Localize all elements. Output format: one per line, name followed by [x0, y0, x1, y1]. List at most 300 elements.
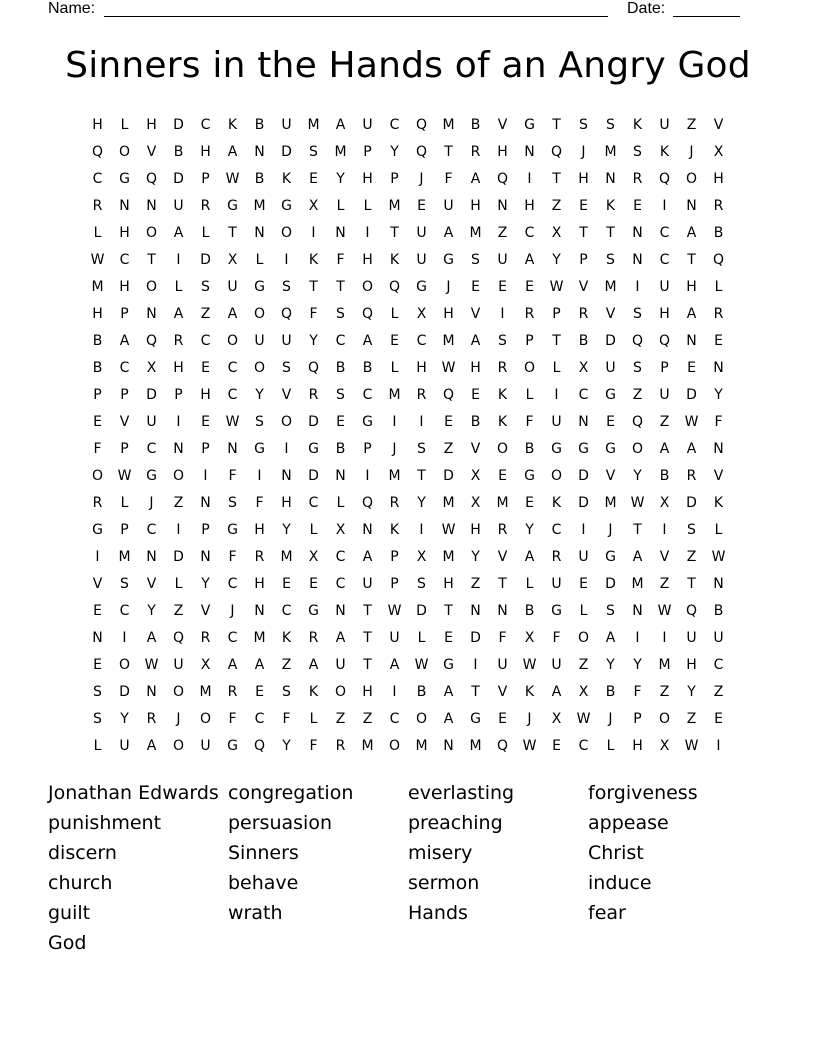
grid-letter: N — [713, 360, 724, 376]
grid-letter: F — [228, 468, 237, 484]
grid-letter: U — [659, 387, 670, 403]
grid-letter: E — [525, 495, 534, 511]
grid-letter: U — [362, 576, 373, 592]
grid-letter: H — [470, 198, 481, 214]
grid-letter: I — [392, 414, 397, 430]
word-list-item: church — [48, 872, 113, 894]
grid-letter: I — [554, 387, 559, 403]
grid-letter: U — [119, 738, 130, 754]
grid-row — [84, 220, 732, 247]
grid-row — [84, 139, 732, 166]
grid-letter: Z — [281, 657, 292, 673]
grid-letter: E — [282, 576, 291, 592]
grid-letter: T — [228, 225, 237, 241]
grid-letter: Z — [659, 576, 670, 592]
grid-letter: H — [578, 171, 589, 187]
grid-letter: Q — [361, 306, 374, 322]
grid-letter: A — [389, 657, 400, 673]
grid-letter: S — [93, 684, 102, 700]
grid-letter: Z — [686, 549, 697, 565]
grid-letter: Q — [442, 387, 455, 403]
word-list-item: God — [48, 932, 87, 954]
header-line — [48, 0, 748, 20]
grid-letter: B — [713, 225, 724, 241]
grid-letter: C — [578, 387, 589, 403]
grid-letter: P — [390, 576, 399, 592]
grid-letter: X — [551, 711, 562, 727]
grid-letter: E — [444, 630, 453, 646]
grid-letter: O — [577, 630, 590, 646]
grid-letter: T — [309, 279, 318, 295]
grid-letter: L — [714, 279, 723, 295]
grid-letter: C — [389, 117, 400, 133]
grid-letter: D — [443, 468, 454, 484]
grid-letter: Z — [713, 684, 724, 700]
grid-letter: Y — [633, 657, 642, 673]
word-list-item: Hands — [408, 902, 468, 924]
grid-letter: Q — [496, 738, 509, 754]
grid-letter: K — [308, 252, 319, 268]
grid-letter: F — [525, 414, 534, 430]
word-list-item: congregation — [228, 782, 354, 804]
grid-letter: C — [389, 711, 400, 727]
grid-letter: A — [632, 549, 643, 565]
grid-letter: L — [525, 576, 534, 592]
grid-letter: V — [119, 414, 130, 430]
grid-letter: J — [581, 144, 586, 160]
grid-letter: L — [174, 576, 183, 592]
grid-letter: H — [713, 171, 724, 187]
grid-letter: P — [120, 441, 129, 457]
grid-letter: A — [362, 549, 373, 565]
grid-letter: E — [255, 684, 264, 700]
grid-letter: P — [201, 441, 210, 457]
grid-letter: H — [497, 144, 508, 160]
grid-letter: E — [444, 414, 453, 430]
grid-letter: H — [524, 198, 535, 214]
grid-letter: A — [443, 684, 454, 700]
grid-letter: T — [471, 684, 480, 700]
grid-letter: T — [579, 225, 588, 241]
grid-letter: A — [173, 225, 184, 241]
grid-letter: M — [604, 279, 617, 295]
grid-letter: T — [606, 225, 615, 241]
grid-letter: M — [415, 738, 428, 754]
grid-letter: T — [633, 522, 642, 538]
grid-letter: W — [441, 360, 456, 376]
grid-letter: W — [117, 468, 132, 484]
grid-letter: Z — [659, 684, 670, 700]
grid-letter: U — [416, 252, 427, 268]
grid-letter: R — [227, 684, 238, 700]
word-list-item: guilt — [48, 902, 91, 924]
grid-letter: D — [308, 468, 319, 484]
grid-letter: W — [657, 603, 672, 619]
grid-letter: Y — [552, 252, 561, 268]
word-list-item: wrath — [228, 902, 283, 924]
grid-letter: W — [90, 252, 105, 268]
grid-letter: N — [605, 171, 616, 187]
grid-letter: C — [308, 495, 319, 511]
grid-letter: N — [713, 441, 724, 457]
grid-letter: Z — [335, 711, 346, 727]
grid-letter: D — [605, 333, 616, 349]
grid-letter: E — [714, 711, 723, 727]
grid-letter: L — [336, 495, 345, 511]
grid-letter: C — [524, 225, 535, 241]
grid-letter: M — [442, 549, 455, 565]
grid-letter: V — [578, 279, 589, 295]
grid-letter: M — [604, 495, 617, 511]
grid-letter: S — [228, 495, 237, 511]
grid-letter: U — [659, 117, 670, 133]
grid-letter: Z — [497, 225, 508, 241]
grid-letter: G — [470, 711, 481, 727]
grid-letter: U — [173, 198, 184, 214]
grid-letter: Q — [496, 171, 509, 187]
grid-letter: G — [524, 468, 535, 484]
grid-letter: Y — [417, 495, 426, 511]
grid-letter: Q — [658, 171, 671, 187]
grid-letter: R — [497, 360, 508, 376]
grid-letter: U — [335, 657, 346, 673]
grid-letter: N — [335, 603, 346, 619]
grid-letter: G — [281, 198, 292, 214]
grid-letter: E — [498, 468, 507, 484]
grid-letter: P — [633, 711, 642, 727]
grid-letter: D — [686, 495, 697, 511]
grid-letter: I — [203, 468, 208, 484]
grid-letter: B — [470, 117, 481, 133]
grid-letter: E — [309, 171, 318, 187]
grid-letter: U — [227, 279, 238, 295]
grid-letter: E — [633, 198, 642, 214]
grid-letter: A — [524, 252, 535, 268]
grid-letter: X — [470, 495, 481, 511]
grid-letter: N — [632, 252, 643, 268]
grid-letter: Z — [578, 657, 589, 673]
grid-letter: H — [686, 279, 697, 295]
grid-letter: C — [146, 441, 157, 457]
grid-letter: K — [281, 630, 292, 646]
grid-letter: E — [498, 711, 507, 727]
grid-letter: N — [632, 603, 643, 619]
grid-letter: X — [578, 360, 589, 376]
grid-letter: X — [659, 738, 670, 754]
grid-letter: Z — [200, 306, 211, 322]
grid-letter: U — [389, 630, 400, 646]
grid-letter: R — [92, 198, 103, 214]
grid-letter: W — [684, 414, 699, 430]
grid-letter: L — [390, 360, 399, 376]
word-list-item: forgiveness — [588, 782, 698, 804]
grid-letter: S — [336, 306, 345, 322]
grid-letter: B — [254, 117, 265, 133]
grid-letter: M — [658, 657, 671, 673]
grid-letter: T — [363, 603, 372, 619]
grid-letter: T — [687, 252, 696, 268]
grid-letter: M — [442, 333, 455, 349]
grid-letter: I — [176, 414, 181, 430]
grid-letter: L — [390, 306, 399, 322]
grid-letter: W — [144, 657, 159, 673]
grid-letter: M — [199, 684, 212, 700]
grid-letter: L — [552, 360, 561, 376]
grid-letter: B — [605, 684, 616, 700]
grid-letter: D — [173, 171, 184, 187]
grid-letter: Q — [685, 603, 698, 619]
grid-letter: T — [363, 630, 372, 646]
grid-letter: N — [497, 198, 508, 214]
grid-letter: N — [524, 144, 535, 160]
grid-letter: M — [469, 738, 482, 754]
word-list-item: misery — [408, 842, 473, 864]
date-blank-line[interactable] — [673, 16, 740, 17]
grid-row — [84, 301, 732, 328]
grid-letter: I — [419, 522, 424, 538]
grid-letter: H — [173, 360, 184, 376]
grid-letter: D — [173, 549, 184, 565]
grid-letter: D — [146, 387, 157, 403]
grid-letter: H — [119, 279, 130, 295]
grid-letter: P — [552, 306, 561, 322]
grid-letter: D — [605, 576, 616, 592]
grid-letter: K — [281, 171, 292, 187]
grid-row — [84, 571, 732, 598]
grid-letter: G — [443, 657, 454, 673]
grid-letter: Z — [632, 387, 643, 403]
grid-letter: Q — [712, 252, 725, 268]
grid-letter: U — [281, 117, 292, 133]
grid-letter: C — [281, 603, 292, 619]
grid-letter: C — [335, 576, 346, 592]
grid-letter: W — [522, 738, 537, 754]
grid-letter: Q — [253, 738, 266, 754]
grid-letter: I — [716, 738, 721, 754]
grid-letter: P — [525, 333, 534, 349]
grid-row — [84, 679, 732, 706]
grid-letter: G — [605, 387, 616, 403]
grid-row — [84, 247, 732, 274]
grid-letter: P — [390, 171, 399, 187]
grid-letter: L — [120, 495, 129, 511]
grid-letter: R — [308, 630, 319, 646]
grid-letter: E — [336, 414, 345, 430]
grid-letter: O — [118, 144, 131, 160]
grid-letter: Y — [282, 522, 291, 538]
grid-letter: E — [579, 198, 588, 214]
grid-letter: J — [149, 495, 154, 511]
grid-letter: O — [388, 738, 401, 754]
grid-letter: Y — [147, 603, 156, 619]
grid-letter: Z — [173, 495, 184, 511]
grid-letter: P — [174, 387, 183, 403]
grid-letter: F — [498, 630, 507, 646]
grid-letter: K — [632, 117, 643, 133]
grid-letter: H — [92, 306, 103, 322]
grid-letter: H — [686, 657, 697, 673]
grid-letter: O — [172, 684, 185, 700]
grid-letter: T — [444, 144, 453, 160]
grid-letter: V — [659, 549, 670, 565]
grid-letter: C — [362, 387, 373, 403]
grid-letter: F — [228, 711, 237, 727]
grid-letter: E — [471, 279, 480, 295]
grid-letter: O — [361, 279, 374, 295]
grid-letter: O — [550, 468, 563, 484]
word-list-item: Jonathan Edwards — [48, 782, 219, 804]
grid-letter: E — [93, 414, 102, 430]
grid-row — [84, 409, 732, 436]
grid-letter: N — [254, 144, 265, 160]
grid-letter: O — [523, 360, 536, 376]
grid-letter: Z — [173, 603, 184, 619]
grid-letter: T — [498, 576, 507, 592]
grid-letter: A — [119, 333, 130, 349]
grid-letter: Q — [415, 144, 428, 160]
grid-letter: L — [309, 522, 318, 538]
grid-letter: R — [632, 171, 643, 187]
grid-letter: H — [362, 252, 373, 268]
grid-letter: U — [605, 360, 616, 376]
grid-letter: C — [227, 630, 238, 646]
grid-letter: V — [146, 576, 157, 592]
word-list-item: sermon — [408, 872, 480, 894]
grid-letter: G — [362, 414, 373, 430]
grid-letter: S — [201, 279, 210, 295]
grid-letter: U — [362, 117, 373, 133]
grid-row — [84, 625, 732, 652]
grid-letter: W — [387, 603, 402, 619]
grid-letter: N — [146, 549, 157, 565]
grid-letter: B — [335, 360, 346, 376]
grid-letter: G — [254, 279, 265, 295]
grid-letter: O — [199, 711, 212, 727]
grid-row — [84, 112, 732, 139]
grid-letter: C — [200, 117, 211, 133]
grid-letter: Y — [282, 738, 291, 754]
grid-letter: A — [686, 225, 697, 241]
grid-letter: G — [146, 468, 157, 484]
grid-letter: Q — [631, 414, 644, 430]
grid-letter: E — [471, 387, 480, 403]
grid-letter: Z — [470, 576, 481, 592]
grid-letter: A — [605, 630, 616, 646]
grid-letter: C — [551, 522, 562, 538]
grid-letter: B — [659, 468, 670, 484]
grid-letter: X — [416, 549, 427, 565]
grid-row — [84, 463, 732, 490]
grid-letter: M — [631, 576, 644, 592]
grid-letter: R — [146, 711, 157, 727]
grid-letter: K — [389, 522, 400, 538]
grid-letter: F — [255, 495, 264, 511]
grid-row — [84, 490, 732, 517]
grid-letter: A — [227, 306, 238, 322]
grid-letter: F — [444, 171, 453, 187]
name-blank-line[interactable] — [104, 16, 608, 17]
grid-letter: I — [419, 414, 424, 430]
grid-letter: A — [254, 657, 265, 673]
grid-letter: B — [713, 603, 724, 619]
grid-letter: E — [417, 198, 426, 214]
grid-letter: V — [605, 306, 616, 322]
grid-letter: F — [228, 549, 237, 565]
grid-letter: V — [92, 576, 103, 592]
grid-letter: A — [551, 684, 562, 700]
grid-letter: C — [227, 360, 238, 376]
grid-letter: M — [604, 144, 617, 160]
grid-row — [84, 517, 732, 544]
grid-letter: N — [119, 198, 130, 214]
grid-letter: N — [146, 306, 157, 322]
grid-letter: U — [146, 414, 157, 430]
grid-letter: W — [414, 657, 429, 673]
grid-letter: R — [686, 468, 697, 484]
grid-letter: O — [91, 468, 104, 484]
grid-letter: I — [635, 630, 640, 646]
grid-letter: Y — [120, 711, 129, 727]
grid-letter: G — [227, 198, 238, 214]
grid-letter: A — [470, 333, 481, 349]
grid-letter: E — [525, 279, 534, 295]
grid-letter: C — [92, 171, 103, 187]
grid-letter: C — [200, 333, 211, 349]
grid-letter: J — [392, 441, 397, 457]
grid-letter: K — [659, 144, 670, 160]
grid-letter: U — [578, 549, 589, 565]
grid-letter: V — [605, 468, 616, 484]
grid-letter: O — [172, 468, 185, 484]
grid-letter: U — [497, 657, 508, 673]
grid-letter: L — [714, 522, 723, 538]
grid-letter: A — [443, 225, 454, 241]
grid-letter: S — [93, 711, 102, 727]
grid-letter: B — [416, 684, 427, 700]
grid-letter: D — [578, 468, 589, 484]
grid-letter: X — [713, 144, 724, 160]
grid-letter: O — [118, 657, 131, 673]
grid-letter: D — [308, 414, 319, 430]
grid-letter: O — [415, 711, 428, 727]
word-list — [48, 778, 768, 958]
grid-letter: O — [280, 225, 293, 241]
grid-letter: U — [416, 225, 427, 241]
grid-letter: I — [176, 252, 181, 268]
grid-letter: H — [443, 306, 454, 322]
word-list-item: discern — [48, 842, 117, 864]
grid-letter: P — [93, 387, 102, 403]
grid-letter: O — [334, 684, 347, 700]
date-label: Date: — [627, 0, 666, 17]
grid-letter: Q — [631, 333, 644, 349]
grid-letter: I — [635, 279, 640, 295]
grid-letter: H — [254, 576, 265, 592]
grid-letter: T — [552, 171, 561, 187]
grid-letter: S — [633, 360, 642, 376]
grid-letter: S — [633, 306, 642, 322]
grid-letter: E — [201, 414, 210, 430]
grid-letter: U — [713, 630, 724, 646]
grid-letter: I — [473, 657, 478, 673]
grid-row — [84, 193, 732, 220]
grid-letter: R — [389, 495, 400, 511]
grid-letter: N — [173, 441, 184, 457]
grid-letter: S — [606, 603, 615, 619]
grid-letter: L — [120, 117, 129, 133]
grid-letter: X — [335, 522, 346, 538]
grid-letter: D — [578, 495, 589, 511]
